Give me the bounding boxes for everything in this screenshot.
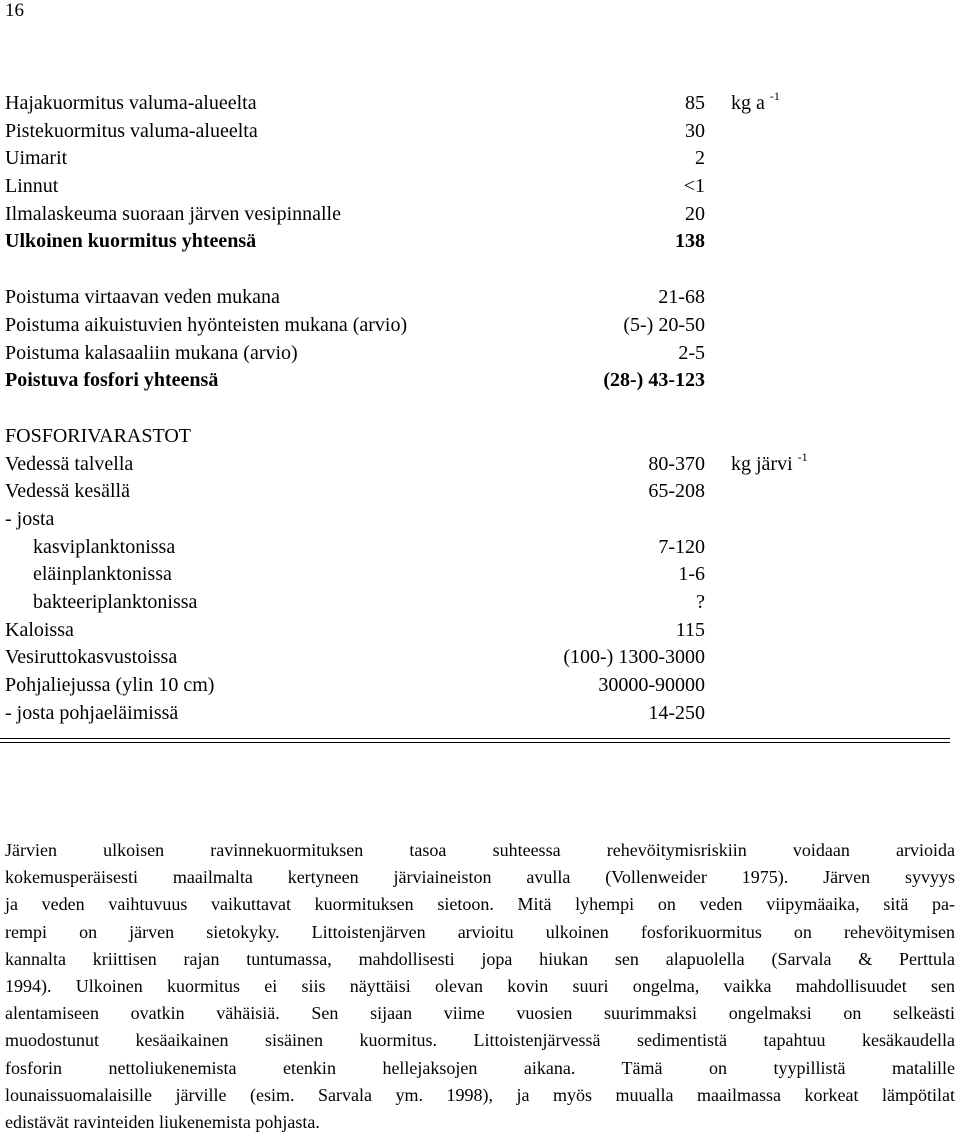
paragraph-line: alentamiseen ovatkin vähäisiä. Sen sijaan viime vuosien suurimmaksi ongelmaksi on selkeästi — [5, 1003, 955, 1024]
row-value: 21-68 — [658, 286, 705, 309]
phosphorus-balance-table — [5, 90, 945, 727]
table-spacer — [5, 256, 945, 284]
unit-superscript: -1 — [797, 449, 808, 464]
paragraph-line: kokemusperäisesti maailmalta kertyneen järviaineiston avulla (Vollenweider 1975). Järven syvyys — [5, 867, 955, 888]
table-row — [5, 451, 945, 479]
paragraph-line: fosforin nettoliukenemista etenkin hellejaksojen aikana. Tämä on tyypillistä matalille — [5, 1057, 955, 1078]
table-row — [5, 145, 945, 173]
row-unit — [731, 90, 780, 118]
paragraph-line: ja veden vaihtuvuus vaikuttavat kuormituksen sietoon. Mitä lyhempi on veden viipymäaika, sitä pa- — [5, 894, 955, 915]
paragraph-line: lounaissuomalaisille järville (esim. Sarvala ym. 1998), ja myös muualla maailmassa korkeat lämpötilat — [5, 1084, 955, 1105]
row-value: 30000-90000 — [598, 674, 705, 697]
unit-text: kg a — [731, 92, 770, 114]
row-label: Vedessä kesällä — [5, 480, 130, 503]
row-value: 7-120 — [658, 535, 705, 558]
paragraph-line: kannalta kriittisen rajan tuntumassa, mahdollisesti jopa hiukan sen alapuolella (Sarvala & Perttula — [5, 948, 955, 969]
table-row — [5, 644, 945, 672]
row-value: 20 — [685, 202, 705, 225]
row-label: bakteeriplanktonissa — [33, 591, 198, 613]
row-label: eläinplanktonissa — [33, 563, 172, 586]
table-row — [5, 672, 945, 700]
table-row — [5, 90, 945, 118]
row-label: FOSFORIVARASTOT — [5, 424, 191, 447]
table-bottom-rule-top — [0, 738, 950, 739]
table-row — [5, 367, 945, 395]
row-label: Vedessä talvella — [5, 452, 134, 475]
table-row — [5, 201, 945, 229]
row-label: Hajakuormitus valuma-alueelta — [5, 92, 257, 114]
row-label: Pohjaliejussa (ylin 10 cm) — [5, 674, 215, 697]
row-label: Kaloissa — [5, 618, 74, 641]
paragraph-line: rempi on järven sietokyky. Littoistenjärven arvioitu ulkoinen fosforikuormitus on rehevöitymisen — [5, 921, 955, 942]
row-label: Poistuva fosfori yhteensä — [5, 369, 219, 392]
table-row — [5, 423, 945, 451]
table-row — [5, 506, 945, 534]
row-value: 80-370 — [648, 452, 705, 475]
table-row — [5, 118, 945, 146]
table-row — [5, 589, 945, 617]
row-value: 1-6 — [678, 563, 705, 586]
row-value: 14-250 — [648, 701, 705, 724]
row-unit — [731, 451, 808, 479]
row-label: Ulkoinen kuormitus yhteensä — [5, 230, 257, 253]
row-value: (28-) 43-123 — [603, 369, 705, 392]
row-value: 2-5 — [678, 341, 705, 364]
row-label: - josta pohjaeläimissä — [5, 701, 179, 724]
unit-text: kg järvi — [731, 452, 798, 475]
table-row — [5, 228, 945, 256]
unit-superscript: -1 — [769, 89, 780, 103]
body-paragraph — [5, 837, 955, 1136]
table-row — [5, 312, 945, 340]
row-value: 65-208 — [648, 480, 705, 503]
row-value: 30 — [685, 119, 705, 142]
table-row — [5, 700, 945, 728]
table-row — [5, 340, 945, 368]
page-number: 16 — [5, 0, 24, 21]
row-label: - josta — [5, 507, 55, 530]
row-label: Uimarit — [5, 147, 68, 170]
table-row — [5, 173, 945, 201]
table-row — [5, 284, 945, 312]
paragraph-line: Järvien ulkoisen ravinnekuormituksen tasoa suhteessa rehevöitymisriskiin voidaan arvioida — [5, 840, 955, 860]
table-row — [5, 617, 945, 645]
paragraph-line: 1994). Ulkoinen kuormitus ei siis näyttäisi olevan kovin suuri ongelma, vaikka mahdollisuudet sen — [5, 975, 955, 996]
paragraph-line: edistävät ravinteiden liukenemista pohjasta. — [5, 1111, 320, 1132]
row-value: (100-) 1300-3000 — [563, 646, 705, 669]
table-bottom-rule-bottom — [0, 742, 950, 743]
table-row — [5, 478, 945, 506]
row-label: Linnut — [5, 175, 59, 198]
row-label: Ilmalaskeuma suoraan järven vesipinnalle — [5, 202, 341, 225]
table-row — [5, 534, 945, 562]
row-label: Poistuma aikuistuvien hyönteisten mukana (arvio) — [5, 313, 408, 336]
row-value: <1 — [683, 175, 705, 198]
row-value: 2 — [695, 147, 705, 170]
row-label: kasviplanktonissa — [33, 535, 176, 558]
row-value: ? — [696, 591, 705, 613]
row-value: 115 — [675, 618, 705, 641]
paragraph-line: muodostunut kesäaikainen sisäinen kuormitus. Littoistenjärvessä sedimentistä tapahtuu kesäkaudella — [5, 1030, 955, 1051]
table-spacer — [5, 395, 945, 423]
table-row — [5, 561, 945, 589]
row-label: Pistekuormitus valuma-alueelta — [5, 119, 258, 142]
row-label: Poistuma kalasaaliin mukana (arvio) — [5, 341, 298, 364]
row-value: 85 — [685, 92, 705, 114]
row-label: Poistuma virtaavan veden mukana — [5, 286, 280, 309]
row-value: (5-) 20-50 — [623, 313, 705, 336]
row-value: 138 — [675, 230, 705, 253]
row-label: Vesiruttokasvustoissa — [5, 646, 178, 669]
